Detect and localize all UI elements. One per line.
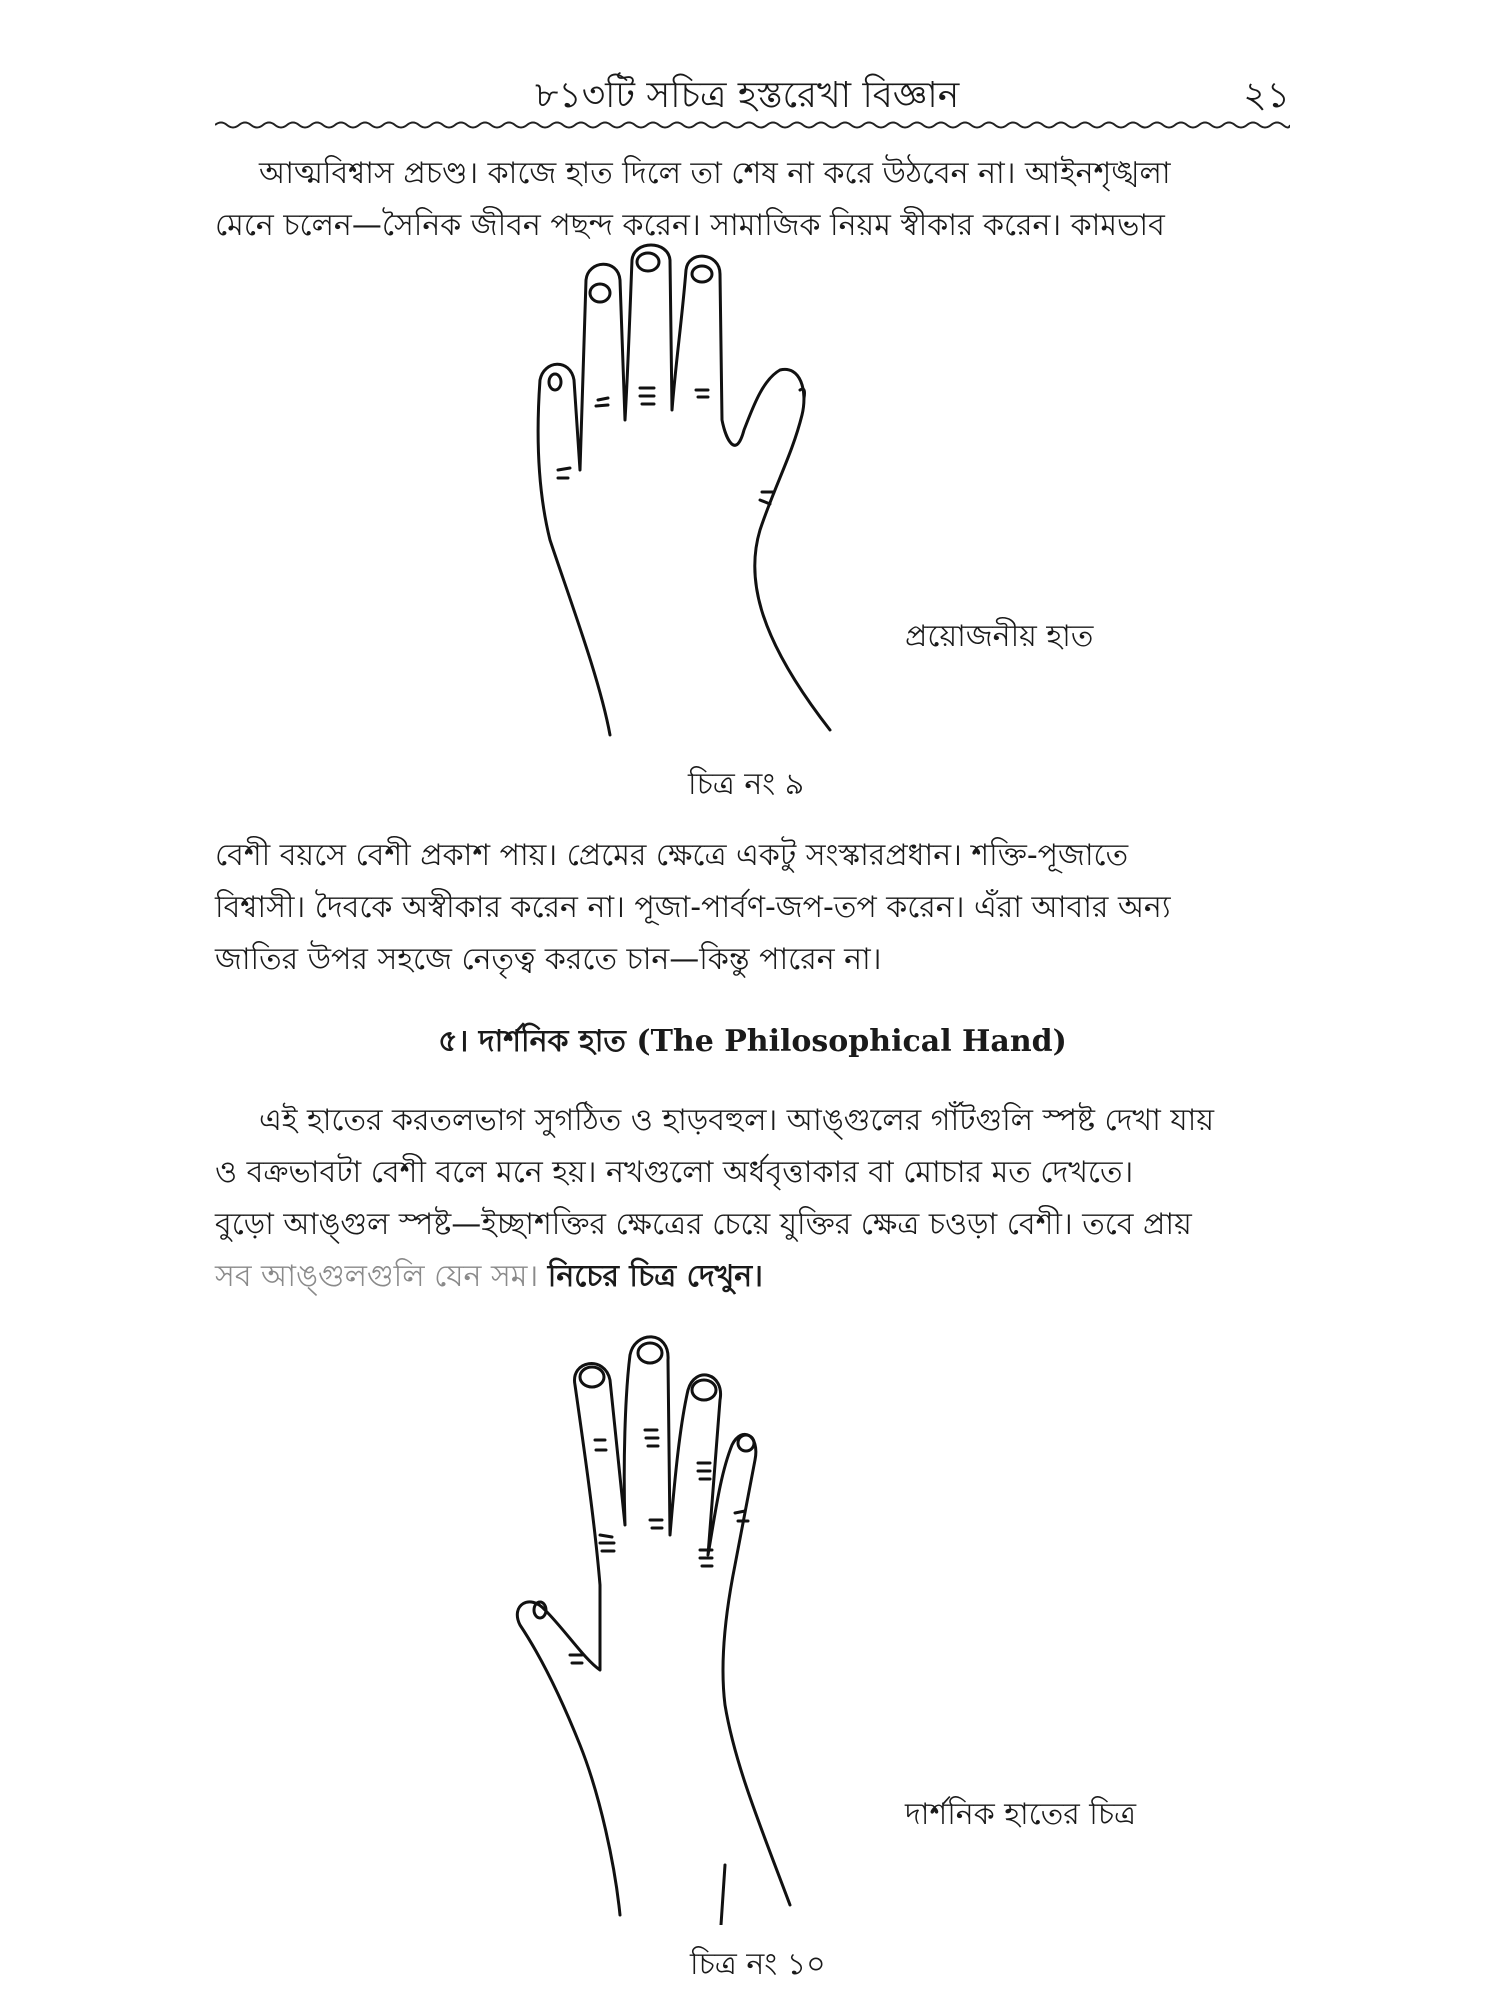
page-number: ২১ bbox=[1243, 75, 1290, 116]
top-paragraph bbox=[215, 148, 1290, 252]
figure-9-label: চিত্র নং ৯ bbox=[688, 767, 805, 802]
figure-9-caption: প্রয়োজনীয় হাত bbox=[905, 619, 1094, 654]
section-heading-en: (The Philosophical Hand) bbox=[636, 1024, 1067, 1059]
practical-hand-illustration bbox=[530, 240, 950, 740]
text-line: বুড়ো আঙ্গুল স্পষ্ট—ইচ্ছাশক্তির ক্ষেত্রের চেয়ে যুক্তির ক্ষেত্র চওড়া বেশী। তবে প্রায় bbox=[215, 1207, 1192, 1242]
text-line: ও বক্রভাবটা বেশী বলে মনে হয়। নখগুলো অর্ধবৃত্তাকার বা মোচার মত দেখতে। bbox=[215, 1155, 1134, 1190]
section-5-paragraph bbox=[215, 1095, 1290, 1303]
middle-paragraph bbox=[215, 830, 1290, 986]
running-header bbox=[215, 62, 1290, 122]
text-line: আত্মবিশ্বাস প্রচণ্ড। কাজে হাত দিলে তা শেষ না করে উঠবেন না। আইনশৃঙ্খলা bbox=[259, 156, 1171, 191]
text-line: মেনে চলেন—সৈনিক জীবন পছন্দ করেন। সামাজিক নিয়ম স্বীকার করেন। কামভাব bbox=[215, 208, 1165, 243]
text-line-start: সব আঙ্গুলগুলি যেন সম। bbox=[215, 1259, 539, 1294]
text-line-emphasis: নিচের চিত্র দেখুন। bbox=[547, 1259, 763, 1294]
text-line: বেশী বয়সে বেশী প্রকাশ পায়। প্রেমের ক্ষেত্রে একটু সংস্কারপ্রধান। শক্তি-পূজাতে bbox=[215, 838, 1129, 873]
text-line: বিশ্বাসী। দৈবকে অস্বীকার করেন না। পূজা-পার্বণ-জপ-তপ করেন। এঁরা আবার অন্য bbox=[215, 890, 1171, 925]
text-line: জাতির উপর সহজে নেতৃত্ব করতে চান—কিন্তু পারেন না। bbox=[215, 942, 882, 977]
philosophical-hand-illustration bbox=[510, 1325, 930, 1925]
wavy-rule-divider bbox=[215, 118, 1290, 132]
text-line: এই হাতের করতলভাগ সুগঠিত ও হাড়বহুল। আঙ্গুলের গাঁটগুলি স্পষ্ট দেখা যায় bbox=[259, 1103, 1215, 1138]
book-title: ৮১৩টি সচিত্র হস্তরেখা বিজ্ঞান bbox=[535, 75, 960, 116]
figure-10-caption: দার্শনিক হাতের চিত্র bbox=[905, 1797, 1137, 1832]
text-line bbox=[215, 1251, 1290, 1303]
section-heading-bn: ৫। দার্শনিক হাত bbox=[438, 1024, 626, 1059]
figure-10-label: চিত্র নং ১০ bbox=[690, 1947, 826, 1982]
section-heading bbox=[215, 1017, 1290, 1068]
